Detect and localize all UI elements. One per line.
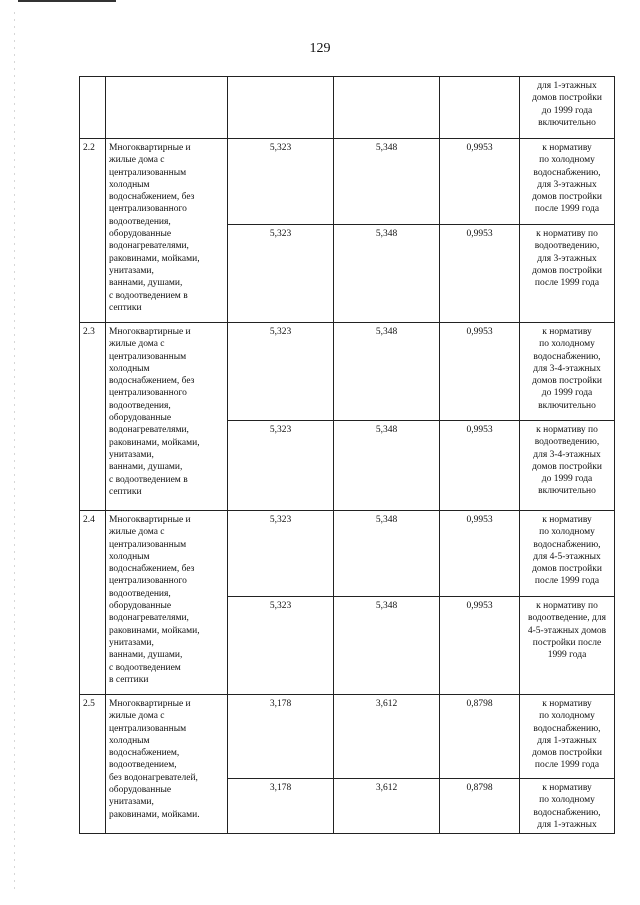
note-text: к нормативу по холодному водоснабжению, для 3-4-этажных домов постройки до 1999 года включительно — [532, 327, 602, 411]
row-description — [106, 139, 228, 323]
scan-edge-artifact — [14, 12, 15, 892]
value-cell-1: 5,323 — [228, 597, 334, 695]
norms-table — [79, 76, 615, 834]
row-description — [106, 323, 228, 511]
value-cell-3 — [440, 77, 520, 139]
value-cell-2 — [334, 77, 440, 139]
row-number: 2.4 — [80, 511, 106, 695]
page-number: 129 — [309, 41, 331, 56]
row-description — [106, 77, 228, 139]
note-cell — [520, 77, 615, 139]
row-description — [106, 511, 228, 695]
row-number: 2.3 — [80, 323, 106, 511]
value-cell-2: 3,612 — [334, 695, 440, 779]
value-cell-3: 0,8798 — [440, 779, 520, 834]
description-text: Многоквартирные и жилые дома с централизованным холодным водоснабжением, без централизованного водоотведения, оборудованные водонагревателями, раковинами, мойками, унитазами, ваннами, душами, с водоотведением в септики — [109, 143, 200, 313]
note-text: к нормативу по холодному водоснабжению, для 4-5-этажных домов постройки после 1999 года — [532, 515, 602, 587]
note-cell — [520, 695, 615, 779]
value-cell-1: 5,323 — [228, 225, 334, 323]
norms-table-body — [80, 77, 615, 834]
value-cell-2: 5,348 — [334, 323, 440, 421]
note-text: к нормативу по холодному водоснабжению, для 1-этажных домов постройки после 1999 года — [532, 699, 602, 771]
note-cell — [520, 511, 615, 597]
note-cell — [520, 421, 615, 511]
note-text: к нормативу по холодному водоснабжению, для 1-этажных — [533, 783, 601, 830]
description-text: Многоквартирные и жилые дома с централизованным холодным водоснабжением, без централизованного водоотведения, оборудованные водонагревателями, раковинами, мойками, унитазами, ваннами, душами, с водоотведением в септики — [109, 327, 200, 497]
note-cell — [520, 139, 615, 225]
value-cell-3: 0,9953 — [440, 139, 520, 225]
table-row — [80, 139, 615, 225]
scan-top-rule — [18, 0, 116, 2]
row-number: 2.5 — [80, 695, 106, 834]
value-cell-3: 0,8798 — [440, 695, 520, 779]
value-cell-3: 0,9953 — [440, 597, 520, 695]
row-number: 2.2 — [80, 139, 106, 323]
value-cell-2: 5,348 — [334, 597, 440, 695]
value-cell-1: 3,178 — [228, 779, 334, 834]
table-row — [80, 511, 615, 597]
description-text: Многоквартирные и жилые дома с централизованным холодным водоснабжением, без централизованного водоотведения, оборудованные водонагревателями, раковинами, мойками, унитазами, ваннами, душами, с водоотведением в септики — [109, 515, 200, 685]
note-text: к нормативу по водоотведению, для 3-4-этажных домов постройки до 1999 года включительно — [532, 425, 602, 497]
note-text: для 1-этажных домов постройки до 1999 года включительно — [532, 81, 602, 128]
row-description — [106, 695, 228, 834]
value-cell-2: 3,612 — [334, 779, 440, 834]
value-cell-3: 0,9953 — [440, 511, 520, 597]
value-cell-1: 5,323 — [228, 421, 334, 511]
value-cell-1: 5,323 — [228, 139, 334, 225]
value-cell-2: 5,348 — [334, 511, 440, 597]
table-row — [80, 323, 615, 421]
note-text: к нормативу по холодному водоснабжению, для 3-этажных домов постройки после 1999 года — [532, 143, 602, 215]
value-cell-1: 5,323 — [228, 511, 334, 597]
value-cell-2: 5,348 — [334, 421, 440, 511]
value-cell-3: 0,9953 — [440, 323, 520, 421]
value-cell-2: 5,348 — [334, 225, 440, 323]
note-cell — [520, 225, 615, 323]
note-text: к нормативу по водоотведению, для 3-этажных домов постройки после 1999 года — [532, 229, 602, 289]
table-row — [80, 695, 615, 779]
table-row — [80, 77, 615, 139]
value-cell-1: 5,323 — [228, 323, 334, 421]
description-text: Многоквартирные и жилые дома с централизованным холодным водоснабжением, водоотведением, без водонагревателей, оборудованные унитазами, раковинами, мойками. — [109, 699, 200, 820]
note-cell — [520, 779, 615, 834]
value-cell-2: 5,348 — [334, 139, 440, 225]
value-cell-1: 3,178 — [228, 695, 334, 779]
row-number — [80, 77, 106, 139]
value-cell-3: 0,9953 — [440, 225, 520, 323]
note-cell — [520, 323, 615, 421]
value-cell-1 — [228, 77, 334, 139]
value-cell-3: 0,9953 — [440, 421, 520, 511]
note-text: к нормативу по водоотведение, для 4-5-этажных домов постройки после 1999 года — [527, 601, 607, 661]
note-cell — [520, 597, 615, 695]
